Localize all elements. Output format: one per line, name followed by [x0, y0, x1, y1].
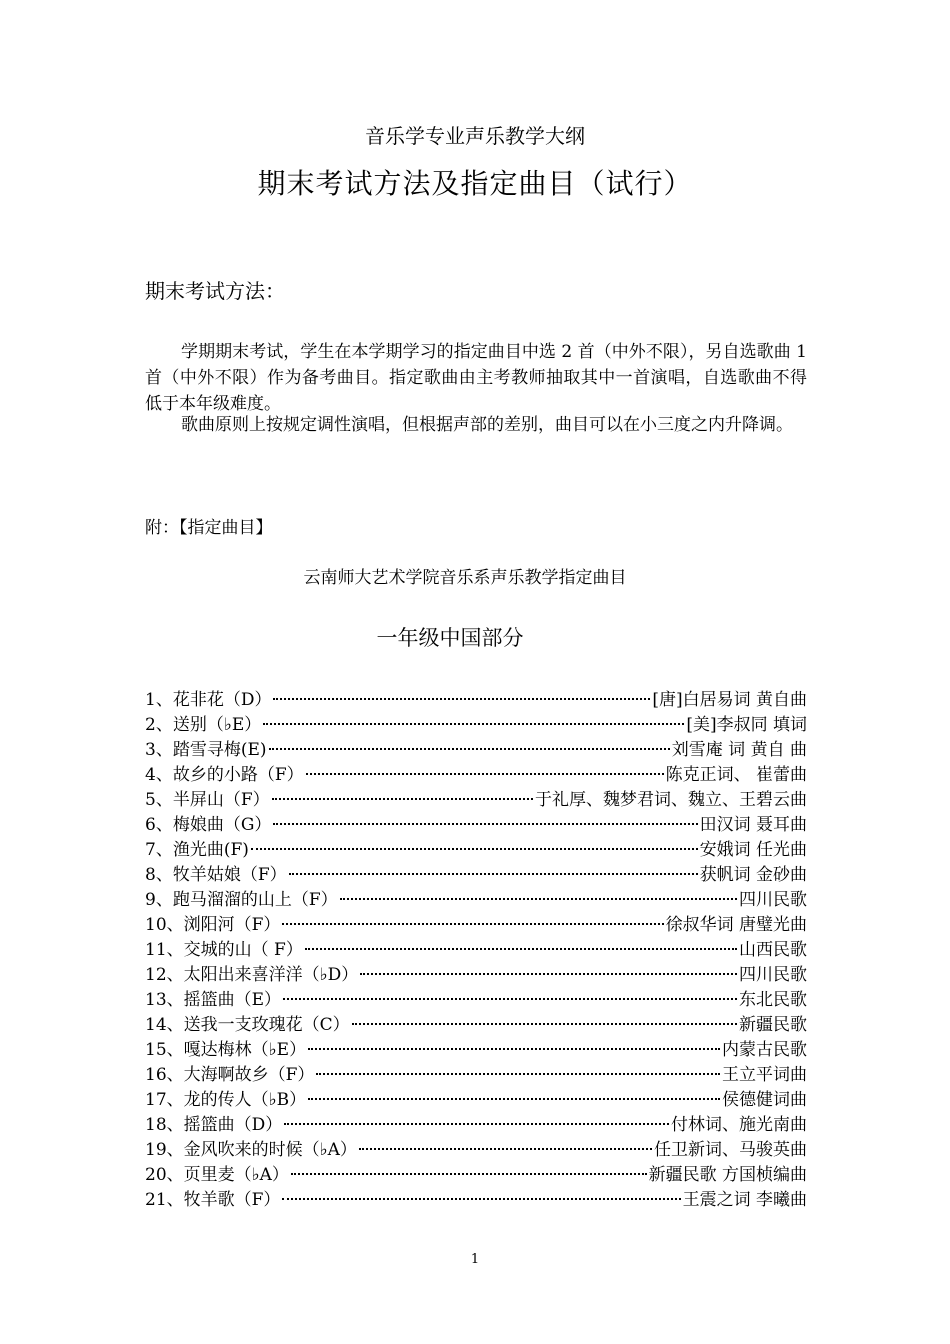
dot-leader [308, 1048, 720, 1050]
song-credit: 田汉词 聂耳曲 [699, 815, 807, 835]
song-credit: 东北民歌 [739, 990, 807, 1010]
song-credit: [美]李叔同 填词 [686, 715, 807, 735]
song-credit: 新疆民歌 [739, 1015, 807, 1035]
song-number: 6、 [145, 815, 173, 835]
dot-leader [273, 698, 650, 700]
dot-leader [282, 923, 663, 925]
song-row [145, 1035, 807, 1060]
exam-paragraph-2-text: 歌曲原则上按规定调性演唱，但根据声部的差别，曲目可以在小三度之内升降调。 [181, 415, 793, 435]
song-row [145, 1110, 807, 1135]
song-title: 踏雪寻梅(E) [172, 740, 267, 760]
song-number: 4、 [145, 765, 173, 785]
song-title: 半屏山（F） [172, 790, 270, 810]
song-row [145, 885, 807, 910]
song-number: 1、 [145, 690, 173, 710]
song-title: 页里麦（♭A） [183, 1165, 289, 1185]
song-title: 送我一支玫瑰花（C） [183, 1015, 350, 1035]
dot-leader [340, 898, 737, 900]
song-title: 太阳出来喜洋洋（♭D） [183, 965, 359, 985]
dot-leader [359, 1148, 652, 1150]
song-number: 5、 [145, 790, 173, 810]
song-row [145, 810, 807, 835]
song-row [145, 1135, 807, 1160]
song-title: 牧羊姑娘（F） [172, 865, 287, 885]
song-number: 14、 [145, 1015, 184, 1035]
exam-paragraph-2 [145, 412, 807, 438]
dot-leader [282, 1198, 680, 1200]
dot-leader [272, 798, 533, 800]
song-number: 21、 [145, 1190, 184, 1210]
song-credit: 四川民歌 [739, 965, 807, 985]
song-title: 牧羊歌（F） [183, 1190, 281, 1210]
song-row [145, 910, 807, 935]
song-credit: 安娥词 任光曲 [699, 840, 807, 860]
song-row [145, 935, 807, 960]
song-credit: 山西民歌 [739, 940, 807, 960]
song-number: 12、 [145, 965, 184, 985]
song-row [145, 1185, 807, 1210]
song-number: 2、 [145, 715, 173, 735]
song-list [145, 685, 807, 1210]
page-number: 1 [470, 1252, 480, 1267]
song-number: 16、 [145, 1065, 184, 1085]
exam-method-heading: 期末考试方法： [145, 279, 285, 303]
song-title: 跑马溜溜的山上（F） [172, 890, 338, 910]
exam-paragraph-1 [145, 339, 807, 417]
song-row [145, 1060, 807, 1085]
song-number: 7、 [145, 840, 173, 860]
song-title: 浏阳河（F） [183, 915, 281, 935]
song-title: 摇篮曲（E） [183, 990, 282, 1010]
appendix-label: 附：【指定曲目】 [145, 518, 273, 538]
song-list-title: 云南师大艺术学院音乐系声乐教学指定曲目 [303, 568, 627, 588]
song-number: 20、 [145, 1165, 184, 1185]
song-number: 18、 [145, 1115, 184, 1135]
song-title: 金风吹来的时候（♭A） [183, 1140, 357, 1160]
song-credit: 内蒙古民歌 [722, 1040, 807, 1060]
song-row [145, 860, 807, 885]
song-credit: 四川民歌 [739, 890, 807, 910]
song-row [145, 1010, 807, 1035]
song-row [145, 785, 807, 810]
song-credit: 付林词、施光南曲 [671, 1115, 807, 1135]
song-title: 摇篮曲（D） [183, 1115, 283, 1135]
song-credit: 获帆词 金砂曲 [699, 865, 807, 885]
document-title: 音乐学专业声乐教学大纲 [365, 124, 585, 148]
song-title: 龙的传人（♭B） [183, 1090, 307, 1110]
dot-leader [360, 973, 737, 975]
song-credit: 王立平词曲 [722, 1065, 807, 1085]
song-title: 嘎达梅林（♭E） [183, 1040, 307, 1060]
song-credit: 刘雪庵 词 黄自 曲 [671, 740, 807, 760]
song-row [145, 710, 807, 735]
song-number: 13、 [145, 990, 184, 1010]
document-subtitle: 期末考试方法及指定曲目（试行） [257, 167, 693, 200]
song-credit: 王震之词 李曦曲 [682, 1190, 807, 1210]
song-number: 17、 [145, 1090, 184, 1110]
dot-leader [305, 948, 737, 950]
song-title: 梅娘曲（G） [172, 815, 272, 835]
dot-leader [308, 1098, 720, 1100]
exam-paragraph-1-text: 学期期末考试，学生在本学期学习的指定曲目中选 2 首（中外不限），另自选歌曲 1 首（中外不限）作为备考曲目。指定歌曲由主考教师抽取其中一首演唱，自选歌曲不得低于本年级难度。 [145, 342, 807, 414]
song-number: 11、 [145, 940, 184, 960]
song-number: 10、 [145, 915, 184, 935]
song-row [145, 685, 807, 710]
dot-leader [284, 1123, 669, 1125]
dot-leader [273, 823, 697, 825]
song-row [145, 1160, 807, 1185]
song-row [145, 735, 807, 760]
song-title: 故乡的小路（F） [172, 765, 304, 785]
dot-leader [352, 1023, 737, 1025]
song-row [145, 985, 807, 1010]
dot-leader [283, 998, 737, 1000]
song-number: 3、 [145, 740, 173, 760]
song-number: 19、 [145, 1140, 184, 1160]
song-row [145, 760, 807, 785]
dot-leader [291, 1173, 647, 1175]
song-credit: [唐]白居易词 黄自曲 [652, 690, 807, 710]
song-credit: 侯德健词曲 [722, 1090, 807, 1110]
song-credit: 新疆民歌 方国桢编曲 [648, 1165, 807, 1185]
song-credit: 徐叔华词 唐璧光曲 [665, 915, 807, 935]
song-credit: 任卫新词、马骏英曲 [654, 1140, 807, 1160]
dot-leader [269, 748, 670, 750]
song-number: 15、 [145, 1040, 184, 1060]
song-title: 花非花（D） [172, 690, 272, 710]
song-number: 9、 [145, 890, 173, 910]
dot-leader [306, 773, 664, 775]
song-credit: 于礼厚、魏梦君词、魏立、王碧云曲 [535, 790, 807, 810]
song-row [145, 835, 807, 860]
song-title: 渔光曲(F) [172, 840, 249, 860]
song-title: 大海啊故乡（F） [183, 1065, 315, 1085]
section-title: 一年级中国部分 [376, 626, 524, 650]
dot-leader [263, 723, 684, 725]
song-number: 8、 [145, 865, 173, 885]
song-row [145, 1085, 807, 1110]
dot-leader [289, 873, 698, 875]
dot-leader [251, 848, 698, 850]
song-row [145, 960, 807, 985]
song-credit: 陈克正词、 崔蕾曲 [665, 765, 807, 785]
song-title: 交城的山（ F） [183, 940, 303, 960]
song-title: 送别（♭E） [172, 715, 262, 735]
dot-leader [316, 1073, 720, 1075]
